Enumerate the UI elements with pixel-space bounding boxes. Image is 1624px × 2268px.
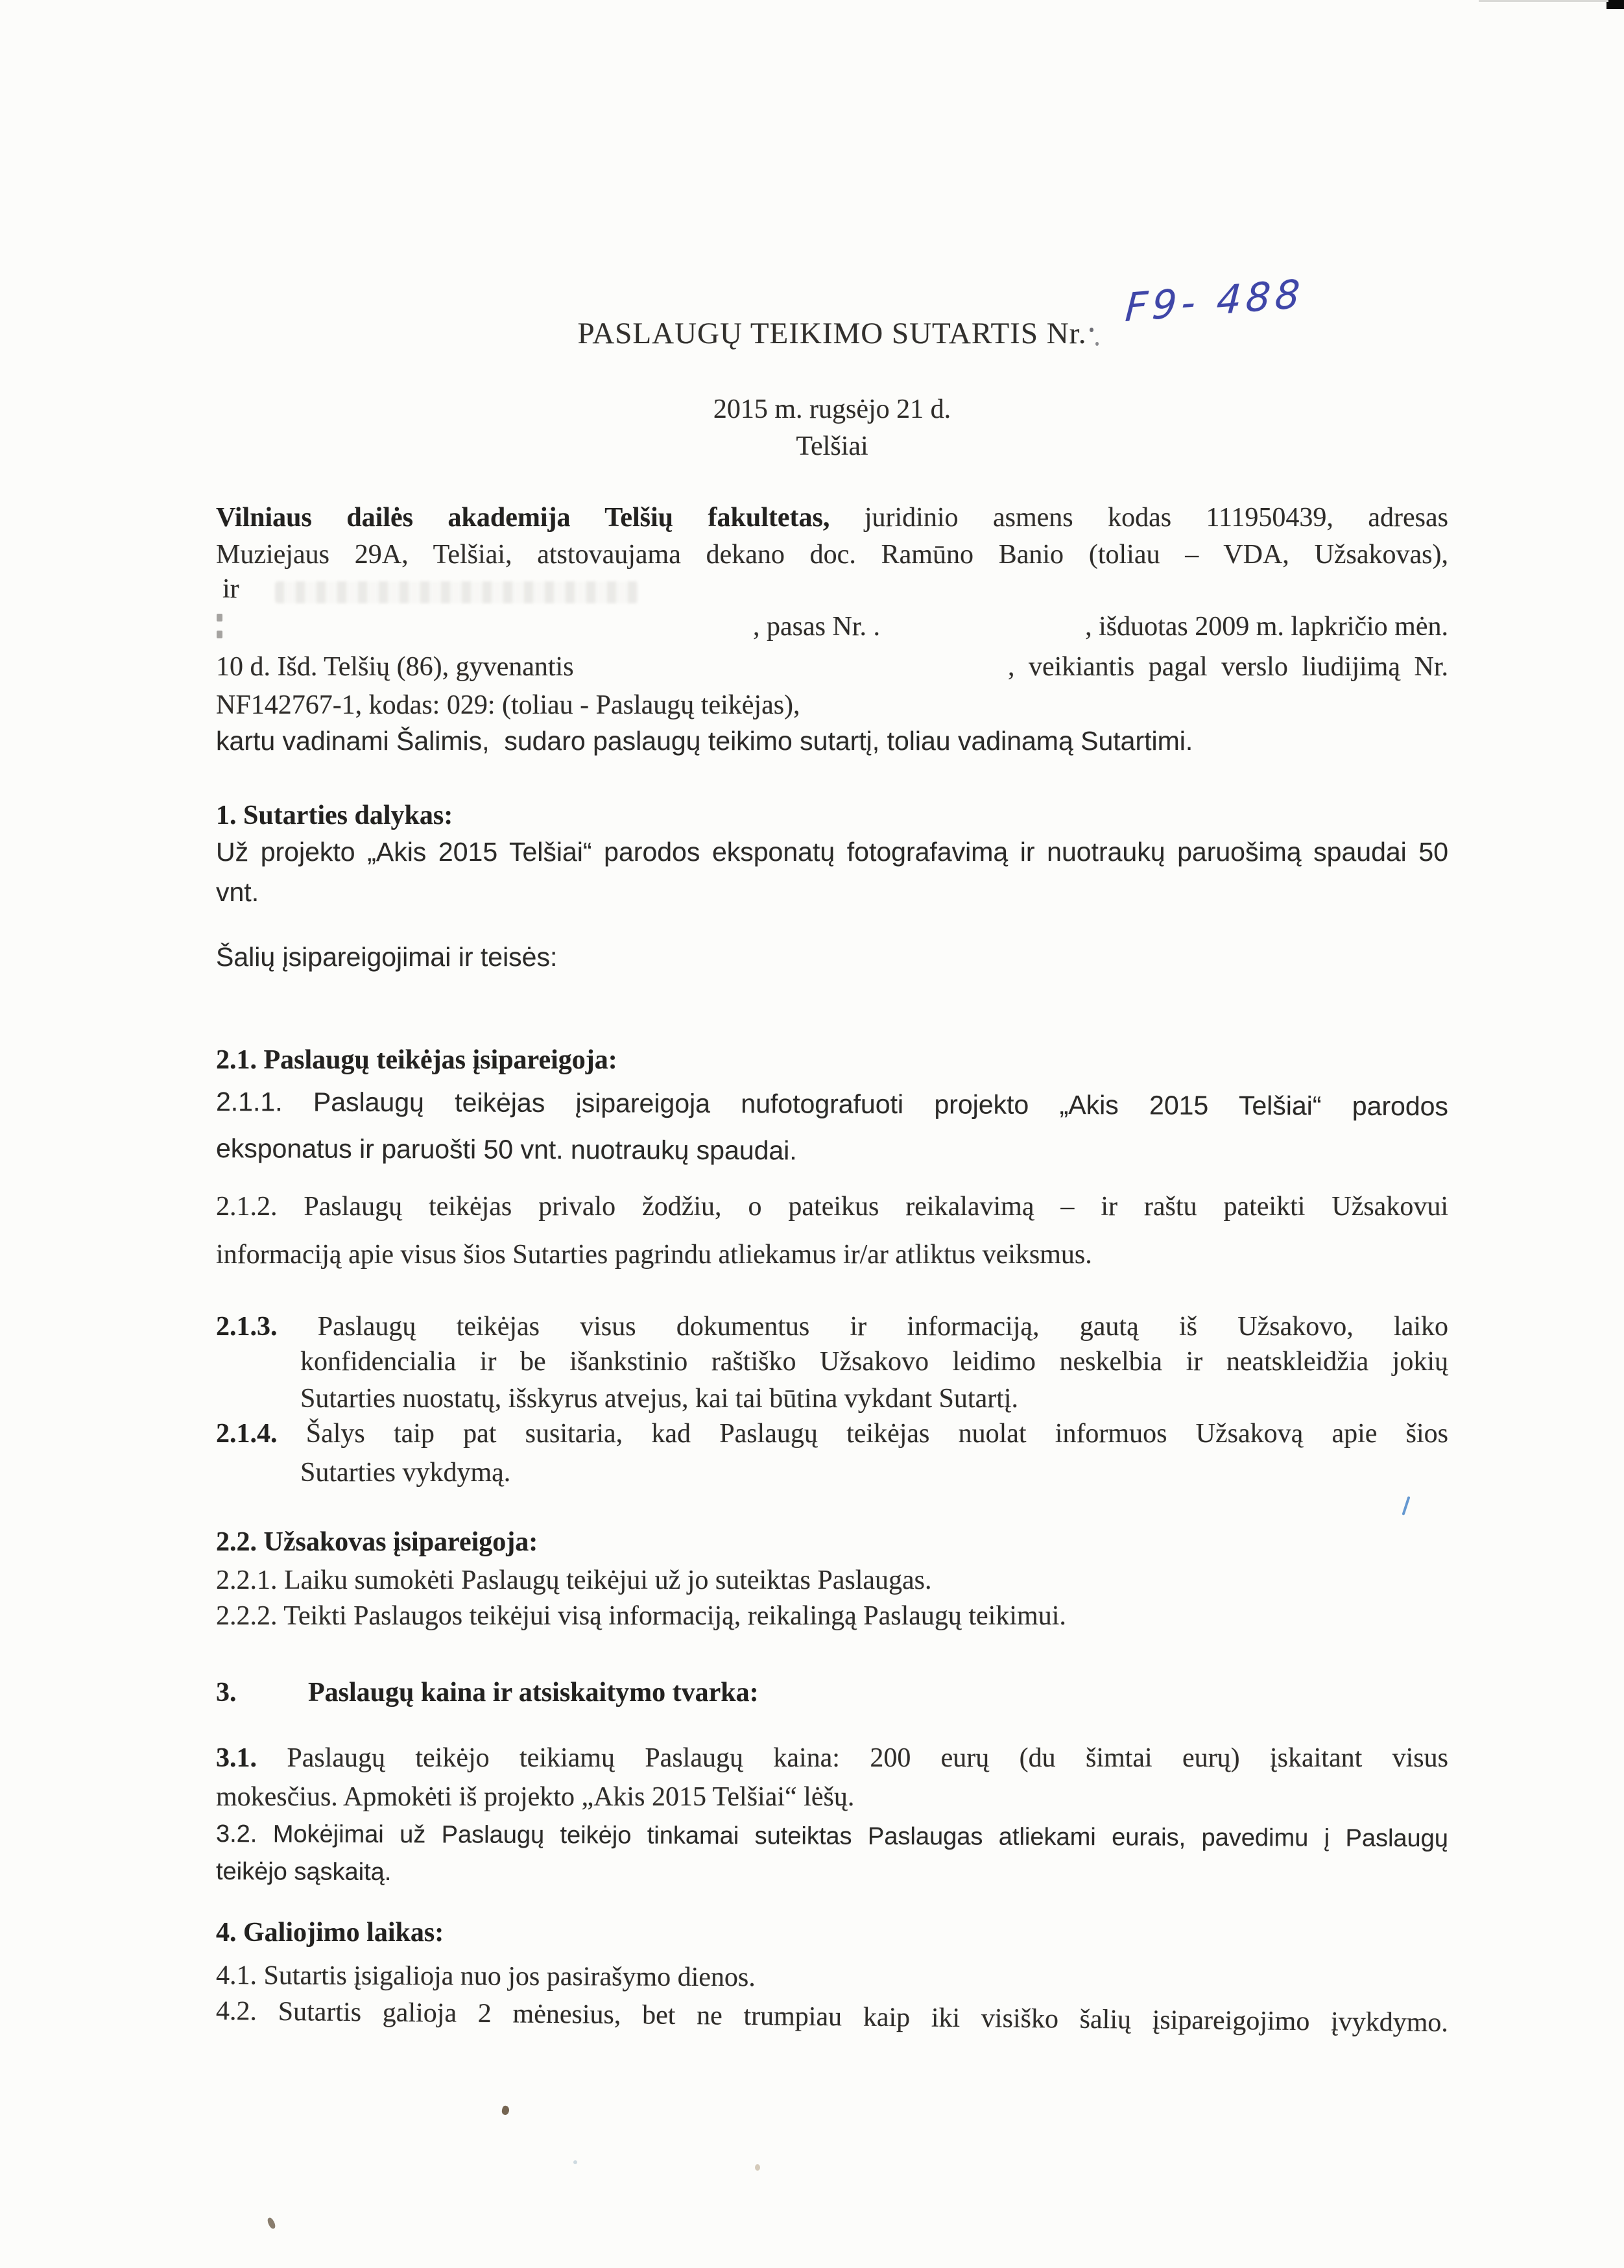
margin-artifact bbox=[217, 631, 222, 638]
scan-edge-shadow bbox=[1479, 0, 1608, 2]
clause-2-1-3-line-3: Sutarties nuostatų, išskyrus atvejus, kai tai būtina vykdant Sutartį. bbox=[300, 1384, 1019, 1414]
section-3-heading-row bbox=[216, 1677, 1448, 1709]
contract-date: 2015 m. rugsėjo 21 d. bbox=[713, 394, 951, 424]
and-connector: ir bbox=[222, 574, 239, 604]
clause-2-1-3-number: 2.1.3. bbox=[216, 1312, 278, 1342]
clause-3-1-text: Paslaugų teikėjo teikiamų Paslaugų kaina: 200 eurų (du šimtai eurų) įskaitant visus bbox=[257, 1743, 1448, 1773]
provider-line bbox=[216, 651, 1448, 684]
clause-2-1-2-line-2: informaciją apie visus šios Sutarties pagrindu atliekamus ir/ar atliktus veiksmus. bbox=[216, 1240, 1092, 1270]
paper-speck bbox=[573, 2160, 577, 2164]
passport-issued: , išduotas 2009 m. lapkričio mėn. bbox=[1085, 612, 1448, 642]
section-2-1-heading: 2.1. Paslaugų teikėjas įsipareigoja: bbox=[216, 1045, 617, 1075]
page-title: PASLAUGŲ TEIKIMO SUTARTIS Nr. bbox=[577, 317, 1087, 350]
section-3-number: 3. bbox=[216, 1678, 237, 1707]
provider-certificate: , veikiantis pagal verslo liudijimą Nr. bbox=[1007, 652, 1448, 682]
ink-dot bbox=[1090, 328, 1093, 332]
scan-smudge-artifact bbox=[275, 581, 638, 603]
obligations-subheading: Šalių įsipareigojimai ir teisės: bbox=[216, 942, 558, 972]
clause-3-1-number: 3.1. bbox=[216, 1743, 257, 1773]
customer-name-bold: Vilniaus dailės akademija Telšių fakultetas, bbox=[216, 503, 830, 533]
clause-3-1-line-2: mokesčius. Apmokėti iš projekto „Akis 2015 Telšiai“ lėšų. bbox=[216, 1782, 855, 1812]
section-2-2-heading: 2.2. Užsakovas įsipareigoja: bbox=[216, 1527, 538, 1557]
clause-2-1-4-text: Šalys taip pat susitaria, kad Paslaugų teikėjas nuolat informuos Užsakovą apie šios bbox=[305, 1419, 1448, 1449]
clause-2-2-1: 2.2.1. Laiku sumokėti Paslaugų teikėjui už jo suteiktas Paslaugas. bbox=[216, 1565, 932, 1595]
clause-4-1: 4.1. Sutartis įsigalioja nuo jos pasirašymo dienos. bbox=[215, 1960, 756, 1993]
clause-2-1-3-line-2: konfidencialia ir be išankstinio raštiško Užsakovo leidimo neskelbia ir neatskleidžia jokių bbox=[300, 1347, 1448, 1377]
margin-artifact bbox=[217, 614, 222, 621]
section-1-heading: 1. Sutarties dalykas: bbox=[216, 801, 453, 830]
provider-code-line: NF142767-1, kodas: 029: (toliau - Paslaugų teikėjas), bbox=[216, 690, 800, 720]
clause-2-1-4-number: 2.1.4. bbox=[216, 1419, 278, 1449]
scan-corner-artifact bbox=[1606, 0, 1624, 9]
customer-details: juridinio asmens kodas 111950439, adresas bbox=[830, 503, 1448, 533]
clause-2-2-2: 2.2.2. Teikti Paslaugos teikėjui visą informaciją, reikalingą Paslaugų teikimui. bbox=[216, 1601, 1066, 1631]
clause-2-1-4-line-1 bbox=[216, 1418, 1448, 1451]
contract-place: Telšiai bbox=[796, 431, 868, 461]
parties-joint-line: kartu vadinami Šalimis, sudaro paslaugų teikimo sutartį, toliau vadinamą Sutartimi. bbox=[216, 726, 1193, 756]
section-3-heading: Paslaugų kaina ir atsiskaitymo tvarka: bbox=[308, 1678, 759, 1707]
clause-2-1-1-line-2: eksponatus ir paruošti 50 vnt. nuotraukų spaudai. bbox=[215, 1133, 797, 1166]
section-1-body-line-1: Už projekto „Akis 2015 Telšiai“ parodos eksponatų fotografavimą ir nuotraukų paruošimą spaudai 50 bbox=[216, 837, 1448, 867]
clause-2-1-3-text: Paslaugų teikėjas visus dokumentus ir informaciją, gautą iš Užsakovo, laiko bbox=[317, 1312, 1449, 1342]
contract-number-handwritten: F9- 488 bbox=[1123, 271, 1306, 332]
pen-tick-mark bbox=[1402, 1496, 1410, 1515]
clause-3-2-line-2: teikėjo sąskaitą. bbox=[215, 1858, 392, 1887]
paper-speck bbox=[501, 2105, 510, 2116]
section-1-body-line-2: vnt. bbox=[216, 877, 259, 907]
clause-2-1-2-line-1: 2.1.2. Paslaugų teikėjas privalo žodžiu, o pateikus reikalavimą – ir raštu pateikti Užsakovui bbox=[216, 1192, 1448, 1222]
clause-2-1-4-line-2: Sutarties vykdymą. bbox=[300, 1458, 511, 1488]
clause-3-2-line-1: 3.2. Mokėjimai už Paslaugų teikėjo tinkamai suteiktas Paslaugas atliekami eurais, pavedimu į Paslaugų bbox=[215, 1820, 1449, 1853]
paper-speck bbox=[755, 2164, 760, 2171]
party-intro-line-2: Muziejaus 29A, Telšiai, atstovaujama dekano doc. Ramūno Banio (toliau – VDA, Užsakovas), bbox=[216, 540, 1448, 570]
passport-label: , pasas Nr. . bbox=[753, 612, 880, 642]
party-intro-line-1 bbox=[216, 502, 1448, 535]
ink-dot bbox=[1095, 342, 1099, 346]
clause-2-1-3-line-1 bbox=[216, 1311, 1448, 1344]
clause-2-1-1-line-1: 2.1.1. Paslaugų teikėjas įsipareigoja nufotografuoti projekto „Akis 2015 Telšiai“ parodos bbox=[215, 1087, 1449, 1122]
clause-4-2: 4.2. Sutartis galioja 2 mėnesius, bet ne trumpiau kaip iki visiško šalių įsipareigojimo įvykdymo. bbox=[215, 1996, 1449, 2038]
provider-residence: 10 d. Išd. Telšių (86), gyvenantis bbox=[216, 652, 574, 682]
section-4-heading: 4. Galiojimo laikas: bbox=[216, 1918, 444, 1948]
paper-speck bbox=[267, 2217, 277, 2230]
clause-3-1-line-1 bbox=[216, 1743, 1448, 1775]
